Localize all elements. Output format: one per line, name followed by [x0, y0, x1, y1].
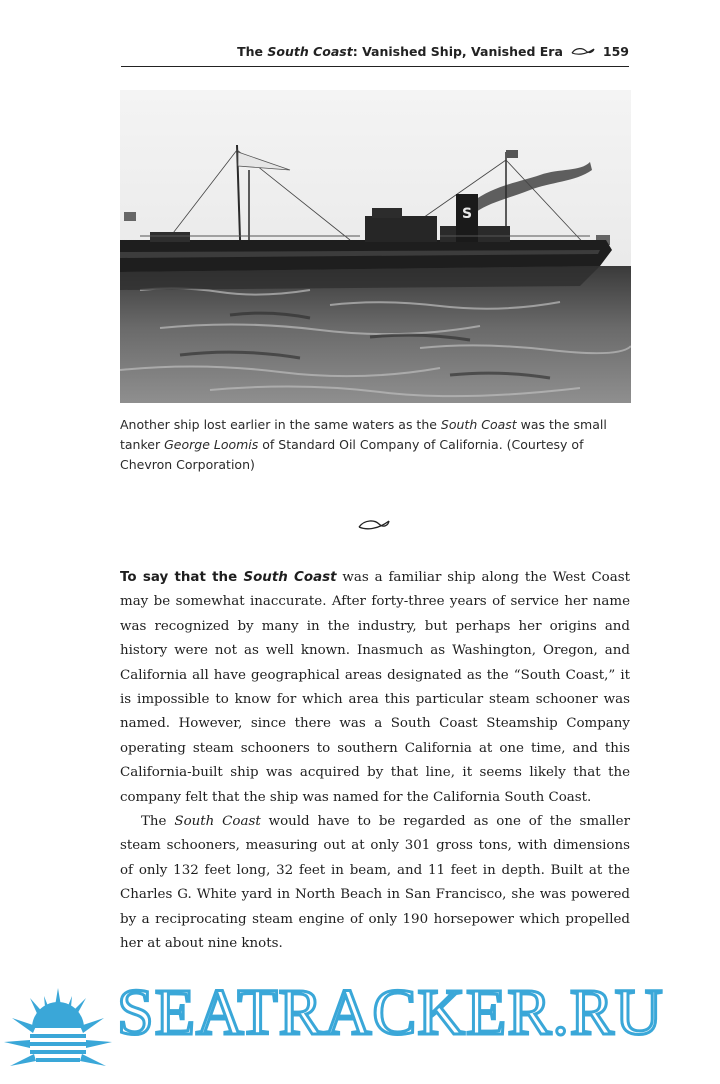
- paragraph-1: To say that the South Coast was a familiar ship along the West Coast may be somewhat inaccurate. After forty-three years of service her name was recognized by many in the industry, but perhaps her origins and history were not as well known. Inasmuch as Washington, Oregon, and California all have geographical areas designated as the “South Coast,” it is impossible to know for which area this particular steam schooner was named. However, since there was a South Coast Steamship Company operating steam schooners to southern California at one time, and this California-built ship was acquired by that line, it seems likely that the company felt that the ship was named for the California South Coast.: [120, 570, 630, 805]
- page-number: 159: [602, 44, 629, 59]
- paragraph-2: The South Coast would have to be regarded as one of the smaller steam schooners, measuring out at only 301 gross tons, with dimensions of only 132 feet long, 32 feet in beam, and 11 feet in depth. Built at the Charles G. White yard in North Beach in San Francisco, she was powered by a reciprocating steam engine of only 190 horsepower which propelled her at about nine knots.: [120, 814, 630, 952]
- watermark-text: SEATRACKER.RU: [117, 976, 664, 1049]
- body-text: [120, 566, 630, 957]
- lead-in: To say that the South Coast: [120, 570, 337, 585]
- ship-photograph: [120, 90, 631, 403]
- running-head: [121, 44, 629, 67]
- running-head-title: The South Coast: Vanished Ship, Vanished Era: [237, 44, 563, 59]
- funnel-letter: S: [461, 206, 473, 222]
- fleuron-icon: [571, 44, 595, 59]
- section-divider-icon: [357, 516, 391, 535]
- photo-caption: Another ship lost earlier in the same waters as the South Coast was the small tanker George Loomis of Standard Oil Company of California. (Courtesy of Chevron Corporation): [120, 417, 607, 472]
